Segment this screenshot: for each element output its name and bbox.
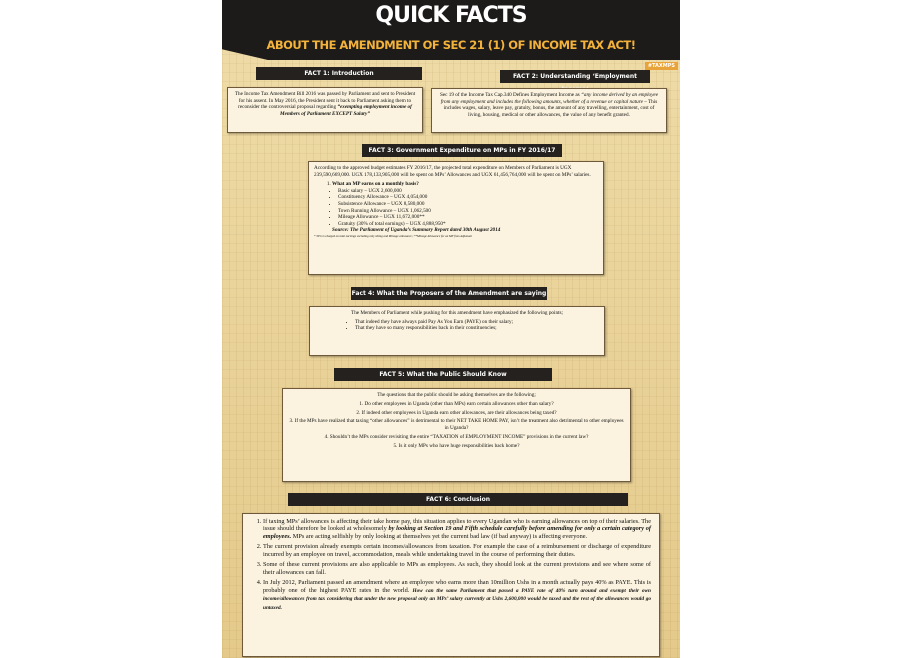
fact5-box: [282, 388, 631, 482]
fact3-footnote: * 30% is charged on total earnings excluding only sitting and Mileage allowance | **Mileage Allowance for an MP from Adjumani: [314, 233, 472, 238]
list-item: • Basic salary – UGX 2,600,000: [338, 188, 598, 195]
public-question: 2. If indeed other employees in Uganda earn other allowances, are their allowances being taxed?: [356, 409, 557, 416]
public-question: 1. Do other employees in Uganda (other than MPs) earn certain allowances other than salary?: [359, 400, 554, 407]
fact3-source: Source: The Parliament of Uganda’s Summary Report dated 30th August 2014: [332, 227, 501, 234]
list-item: • Gratuity (30% of total earnings) – UGX 4,888,950*: [338, 221, 598, 228]
fact4-intro: The Members of Parliament while pushing for this amendment have emphasized the following points;: [351, 310, 563, 316]
fact3-heading: FACT 3: Government Expenditure on MPs in FY 2016/17: [362, 144, 562, 157]
list-item: • Town Running Allowance – UGX 1,062,500: [338, 208, 598, 215]
fact5-intro: The questions that the public should be asking themselves are the following;: [377, 392, 536, 398]
poster-title: QUICK FACTS: [375, 3, 527, 28]
hashtag-badge: #TAXMPS: [645, 62, 678, 70]
list-item: 3. Some of these current provisions are also applicable to MPs as employees. As such, they should look at the current provisions and see where some of their allowances can fall.: [263, 561, 651, 576]
fact4-heading: Fact 4: What the Proposers of the Amendment are saying: [351, 287, 547, 300]
public-question: 5. Is it only MPs who have huge responsibilities back home?: [393, 442, 520, 449]
fact2-box: [431, 88, 667, 133]
proposer-points-list: [315, 319, 599, 332]
fact5-heading: FACT 5: What the Public Should Know: [334, 368, 552, 381]
list-item: • That indeed they have always paid Pay As You Earn (PAYE) on their salary;: [355, 319, 599, 326]
list-item: • Mileage Allowance – UGX 11,672,000**: [338, 214, 598, 221]
fact3-box: [308, 161, 604, 275]
list-item: • That they have so many responsibilities back in their constituencies;: [355, 325, 599, 332]
list-item: 1. If taxing MPs’ allowances is affecting their take home pay, this situation applies to every Ugandan who is earning allowances on top of their salaries. The issue should therefore be looked at wholesomely by looking at Section 19 and Fifth schedule carefully before amending for only a certain category of employees. MPs are acting selfishly by only looking at themselves yet the current bad law (if bad anyway) is affecting everyone.: [263, 518, 651, 540]
list-item: • Constituency Allowance – UGX 4,054,000: [338, 194, 598, 201]
fact1-emphasis: “exempting employment income of Members of Parliament EXCEPT Salary”: [280, 104, 412, 117]
fact6-box: [242, 513, 660, 657]
fact2-emphasis: “any income derived by an employee from any employment and includes the following amounts, whether of a revenue or capital nature: [440, 92, 659, 105]
list-item: 2. The current provision already exempts certain incomes/allowances from taxation. For example the case of a reimbursement or discharge of expenditure incurred by an employee on travel, accommodation, meals while undertaking travel in the course of performing their duties.: [263, 543, 651, 558]
fact2-text: Sec 19 of the Income Tax Cap.340 Defines Employment Income as “any income derived by an employee from any employment and includes the following amounts, whether of a revenue or capital nature – This includes wages, salary, leave pay, gratuity, bonus, the amount of any travelling, entertainment, cost of living, housing, medical or other allowances, the value of any benefit granted.: [439, 92, 659, 118]
fact2-heading: FACT 2: Understanding ‘Employment: [500, 70, 650, 83]
list-item: 4. In July 2012, Parliament passed an amendment where an employee who earns more than 10million Ushs in a month actually pays 40% as PAYE. This is probably one of the highest PAYE rates in the world. How can the same Parliament that passed a PAYE rate of 40% turn around and exempt their own income/allowances from tax considering that under the new proposal only an MPs’ salary currently at Ushs 2,600,000 would be taxed and the rest of the allowances would go untaxed.: [263, 579, 651, 612]
fact6-heading: FACT 6: Conclusion: [288, 493, 628, 506]
list-item: • Subsistence Allowance – UGX 8,580,000: [338, 201, 598, 208]
poster-subtitle: ABOUT THE AMENDMENT OF SEC 21 (1) OF INCOME TAX ACT!: [266, 38, 636, 52]
fact1-heading: FACT 1: Introduction: [256, 67, 422, 80]
fact1-box: [227, 87, 423, 133]
infographic-poster: [222, 0, 680, 658]
fact3-question: 1. What an MP earns on a monthly basis?: [332, 181, 598, 188]
public-question: 3. If the MPs have realized that taxing “other allowances” is detrimental to their NET TAKE HOME PAY, isn’t the treatment also detrimental to other employees in Uganda?: [289, 418, 624, 431]
conclusion-list: [251, 518, 651, 612]
fact3-intro: According to the approved budget estimates FY 2016/17, the projected total expenditure on Members of Parliament is UGX 239,590,669,000. UGX 178,133,905,000 will be spent on MPs’ Allowances and UGX 61,456,764,000 will be spent on MPs’ salaries.: [314, 165, 591, 178]
mp-earnings-list: [314, 188, 598, 228]
fact4-box: [309, 306, 605, 356]
fact1-text: The Income Tax Amendment Bill 2016 was passed by Parliament and sent to President for his assent. In May 2016, the President sent it back to Parliament asking them to reconsider the controversial proposal regarding “exempting employment income of Members of Parliament EXCEPT Salary”: [234, 91, 416, 117]
public-question: 4. Shouldn’t the MPs consider revisiting the entire “TAXATION of EMPLOYMENT INCOME” provisions in the current law?: [324, 433, 589, 440]
